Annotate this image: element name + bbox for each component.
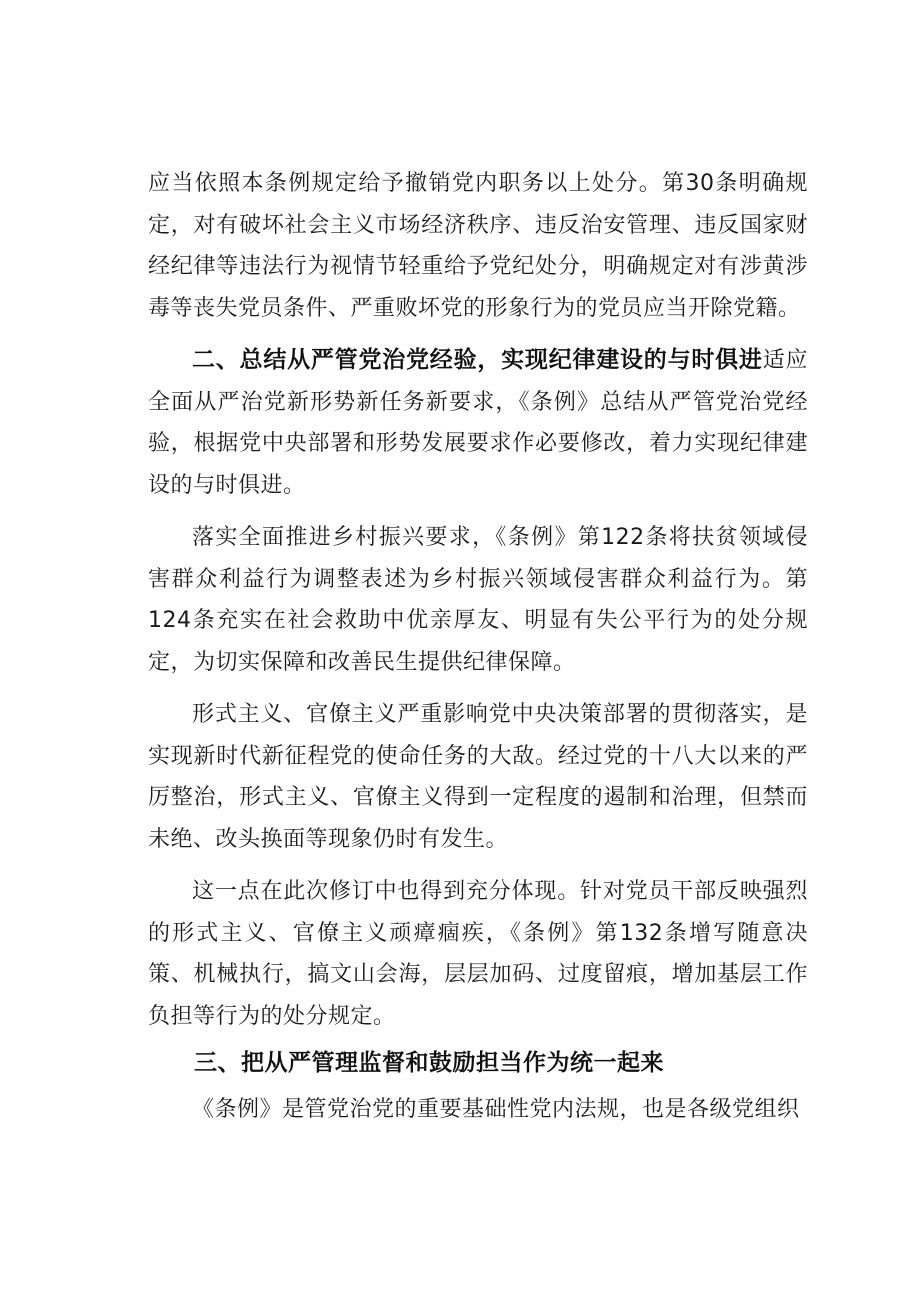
paragraph-revision: 这一点在此次修订中也得到充分体现。针对党员干部反映强烈的形式主义、官僚主义顽瘴痼疾，《条例》第132条增写随意决策、机械执行，搞文山会海，层层加码、过度留痕，增加基层工作负担等行为的处分规定。 [148,879,808,1029]
paragraph-continuation: 应当依照本条例规定给予撤销党内职务以上处分。第30条明确规定，对有破坏社会主义市场经济秩序、违反治安管理、违反国家财经纪律等违法行为视情节轻重给予党纪处分，明确规定对有涉黄涉毒等丧失党员条件、严重败坏党的形象行为的党员应当开除党籍。 [148,171,808,321]
section-2-heading: 二、总结从严管党治党经验，实现纪律建设的与时俱进 [192,347,763,373]
paragraph-rural-revitalization: 落实全面推进乡村振兴要求，《条例》第122条将扶贫领域侵害群众利益行为调整表述为乡村振兴领域侵害群众利益行为。第124条充实在社会救助中优亲厚友、明显有失公平行为的处分规定，为切实保障和改善民生提供纪律保障。 [148,525,808,675]
document-body [148,163,808,1130]
paragraph-formalism: 形式主义、官僚主义严重影响党中央决策部署的贯彻落实，是实现新时代新征程党的使命任务的大敌。经过党的十八大以来的严厉整治，形式主义、官僚主义得到一定程度的遏制和治理，但禁而未绝、改头换面等现象仍时有发生。 [148,702,808,852]
section-3-heading: 三、把从严管理监督和鼓励担当作为统一起来 [194,1050,664,1076]
section-2-intro: 适应全面从严治党新形势新任务新要求，《条例》总结从严管党治党经验，根据党中央部署和形势发展要求作必要修改，着力实现纪律建设的与时俱进。 [148,348,808,498]
section-2 [148,340,808,506]
paragraph-regulations: 《条例》是管党治党的重要基础性党内法规，也是各级党组织 [192,1096,800,1122]
